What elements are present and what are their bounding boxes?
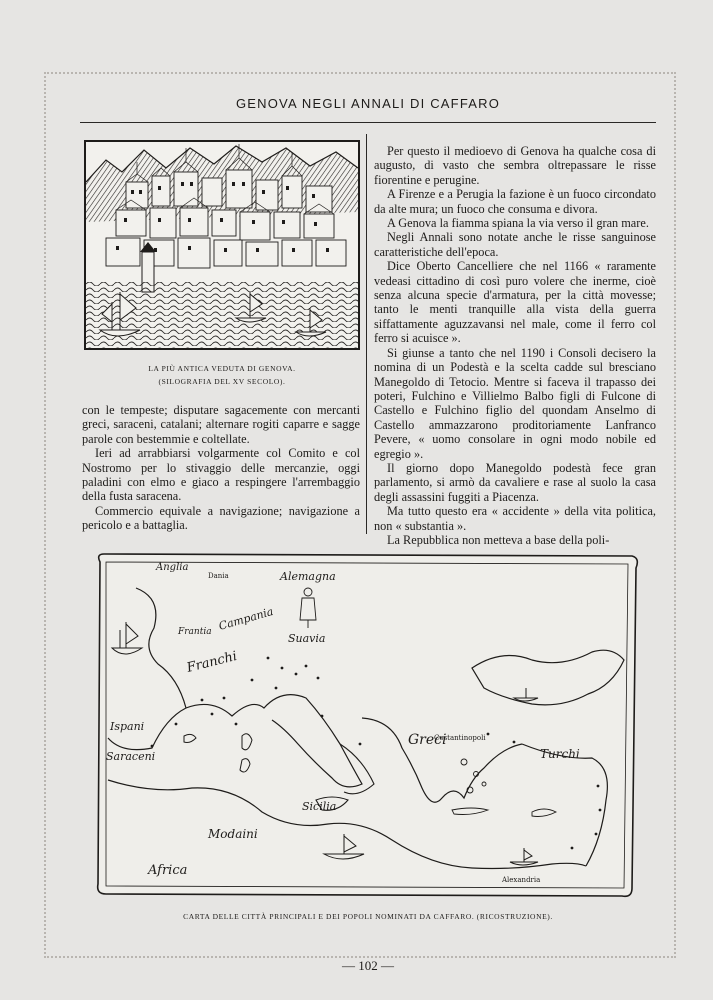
map-label-franchi: Franchi xyxy=(185,648,239,676)
left-column-text xyxy=(82,403,360,533)
map-label-anglia: Anglia xyxy=(156,562,189,573)
paragraph: Ma tutto questo era « accidente » della vita politica, non « substantia ». xyxy=(374,504,656,533)
woodcut-caption-line2: (SILOGRAFIA DEL XV SECOLO). xyxy=(158,377,286,386)
map-of-mediterranean xyxy=(92,548,640,904)
paragraph: Il giorno dopo Manegoldo podestà fece gran parlamento, si armò da cavaliere e rase al suolo la casa degli assassini fuggiti a Piacenza. xyxy=(374,460,656,504)
map-label-saraceni: Saraceni xyxy=(106,750,156,763)
map-label-sicilia: Sicilia xyxy=(302,800,337,813)
column-divider xyxy=(366,134,367,534)
map-label-turchi: Turchi xyxy=(540,747,580,761)
map-label-francia: Frantia xyxy=(178,627,212,637)
paragraph: Negli Annali sono notate anche le risse sanguinose caratteristiche dell'epoca. xyxy=(374,230,656,259)
woodcut-view-of-genoa xyxy=(84,140,360,350)
paragraph: con le tempeste; disputare sagacemente con mercanti greci, saraceni, catalani; alternare rogiti caparre e sagge parole con bestemmie e coltellate. xyxy=(82,403,360,446)
paragraph: Commercio equivale a navigazione; navigazione a pericolo e a battaglia. xyxy=(82,503,360,533)
map-label-modaini: Modaini xyxy=(208,827,258,841)
paragraph: Dice Oberto Cancelliere che nel 1166 « raramente vedeasi cittadino di così puro volere che inerme, cioè senza alcuna specie d'armatura, per la città movesse; tanto le menti tranquille alla vista della guerra siffattamente aguzzavansi nel male, come il ferro col ferro si acuisce ». xyxy=(374,259,656,346)
map-label-dania: Dania xyxy=(208,572,229,580)
map-label-alexandria: Alexandria xyxy=(502,876,541,884)
paragraph: A Firenze e a Perugia la fazione è un fuoco circondato da alte mura; un fuoco che consuma e divora. xyxy=(374,187,656,216)
map-label-campania: Campania xyxy=(217,604,275,633)
running-title: GENOVA NEGLI ANNALI DI CAFFARO xyxy=(235,96,501,111)
paragraph: A Genova la fiamma spiana la via verso il gran mare. xyxy=(387,216,649,231)
map-label-alemagna: Alemagna xyxy=(280,570,336,583)
map-label-suavia: Suavia xyxy=(288,632,326,645)
woodcut-caption-line1: LA PIÙ ANTICA VEDUTA DI GENOVA. xyxy=(148,364,296,373)
paragraph: Si giunse a tanto che nel 1190 i Consoli decisero la nomina di un Podestà e la scelta cadde sul bresciano Manegoldo di Tetocio. Mentre si faceva il trapasso dei poteri, Fulchino e Villielmo Balbo figli di Fulcone di Castello e Fulchino figlio del quondam Anselmo di Castello ammazzarono proditoriamente Lanfranco Pevere, « uomo consolare in ogni modo nobile ed egregio ». xyxy=(374,345,656,461)
map-label-constantinopoli: Costantinopoli xyxy=(434,734,486,742)
map-label-greci: Greci xyxy=(408,732,447,748)
map-caption: CARTA DELLE CITTÀ PRINCIPALI E DEI POPOLI NOMINATI DA CAFFARO. (RICOSTRUZIONE). xyxy=(183,912,553,921)
map-label-spani: Ispani xyxy=(110,720,145,733)
paragraph: La Repubblica non metteva a base della poli- xyxy=(387,532,610,547)
right-column-text xyxy=(374,144,656,547)
woodcut-caption xyxy=(84,362,360,388)
header-rule xyxy=(80,122,656,123)
paragraph: Per questo il medioevo di Genova ha qualche cosa di augusto, di vasto che sembra oltrepassare le risse fiorentine e perugine. xyxy=(374,144,656,187)
map-label-africa: Africa xyxy=(148,863,188,878)
page-number: — 102 — xyxy=(342,958,394,973)
paragraph: Ieri ad arrabbiarsi volgarmente col Comito e col Nostromo per lo stivaggio delle mercanzie, oggi paladini con elmo e giaco a respingere l'arrembaggio della fusta saracena. xyxy=(82,446,360,504)
